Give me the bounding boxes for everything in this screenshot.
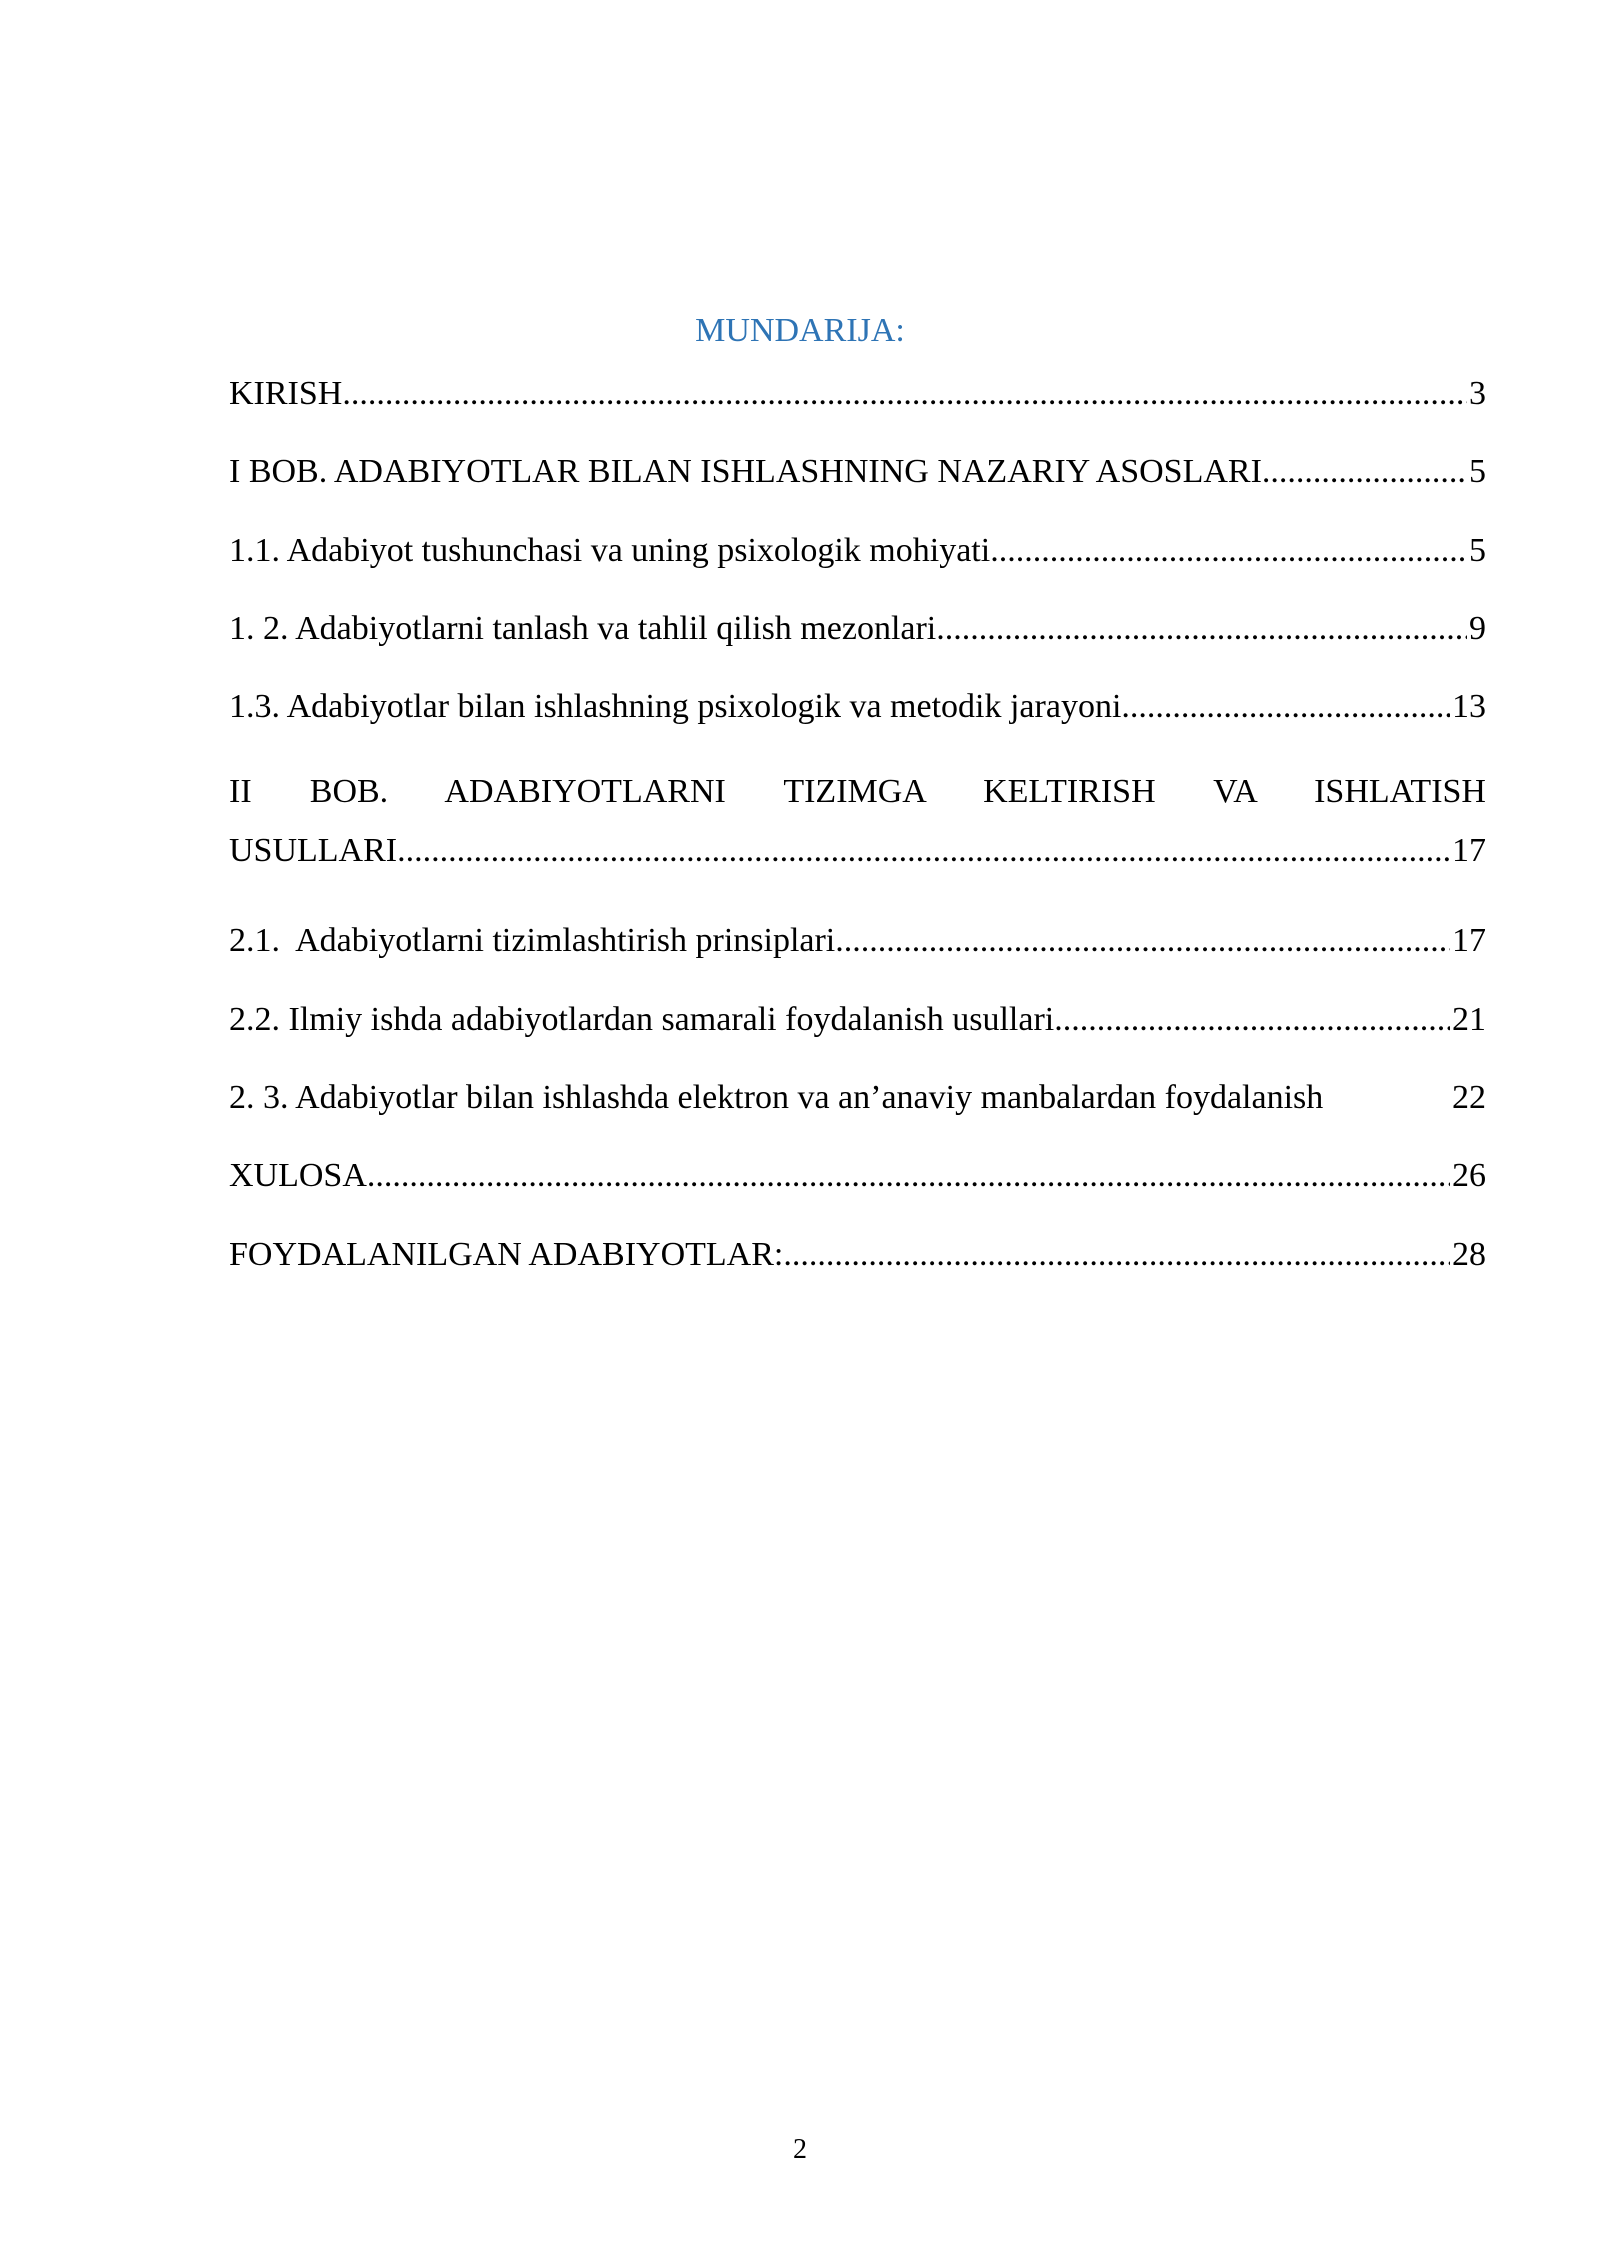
toc-entry-label: 2.1. Adabiyotlarni tizimlashtirish prinsiplari [229,922,836,960]
toc-entry-label: FOYDALANILGAN ADABIYOTLAR: [229,1235,784,1273]
table-of-contents [229,368,1486,1307]
toc-leader-dots [342,368,1467,420]
toc-leader-dots [835,915,1450,967]
toc-entry-chapter-1[interactable] [229,446,1486,524]
toc-entry-label-line1: II BOB. ADABIYOTLARNI TIZIMGA KELTIRISH VA ISHLATISH [229,773,1486,811]
toc-entry-label: 1.3. Adabiyotlar bilan ishlashning psixologik va metodik jarayoni [229,688,1122,726]
toc-entry-label: I BOB. ADABIYOTLAR BILAN ISHLASHNING NAZARIY ASOSLARI [229,453,1262,491]
toc-entry-page: 17 [1452,832,1486,870]
toc-entry-kirish[interactable] [229,368,1486,446]
toc-entry-references[interactable] [229,1229,1486,1307]
toc-entry-section-1-2[interactable] [229,603,1486,681]
toc-title: MUNDARIJA: [695,312,905,349]
toc-entry-section-1-3[interactable] [229,681,1486,759]
toc-leader-dots [783,1229,1450,1281]
toc-leader-dots [1054,994,1450,1046]
toc-entry-label-line2: USULLARI [229,832,398,870]
toc-entry-section-2-1[interactable] [229,915,1486,993]
toc-entry-page: 28 [1452,1235,1486,1273]
toc-entry-page: 3 [1469,375,1486,412]
toc-entry-page: 21 [1452,1000,1486,1038]
toc-entry-section-1-1[interactable] [229,525,1486,603]
toc-entry-page: 26 [1452,1157,1486,1195]
toc-leader-dots [1121,681,1450,733]
toc-entry-page: 5 [1469,453,1486,491]
toc-leader-dots [1262,446,1467,498]
toc-entry-page: 9 [1469,609,1486,647]
toc-entry-page: 13 [1452,688,1486,726]
toc-entry-xulosa[interactable] [229,1150,1486,1228]
toc-entry-page: 17 [1452,922,1486,960]
toc-entry-page: 5 [1469,531,1486,569]
toc-entry-section-2-3[interactable] [229,1072,1486,1150]
toc-leader-dots [367,1150,1450,1202]
toc-leader-dots [397,825,1450,877]
toc-entry-label: 2. 3. Adabiyotlar bilan ishlashda elektron va an’anaviy manbalardan foydalanish [229,1079,1324,1117]
toc-leader-dots [990,525,1467,577]
toc-entry-section-2-2[interactable] [229,994,1486,1072]
toc-entry-label: KIRISH [229,375,343,412]
toc-entry-label: 1. 2. Adabiyotlarni tanlash va tahlil qilish mezonlari [229,609,937,647]
toc-leader-dots [936,603,1467,655]
toc-entry-chapter-2[interactable] [229,759,1486,915]
toc-entry-label: XULOSA [229,1157,367,1195]
page-number: 2 [793,2134,807,2165]
toc-entry-page: 22 [1452,1079,1486,1117]
toc-entry-label: 1.1. Adabiyot tushunchasi va uning psixologik mohiyati [229,531,991,569]
toc-entry-label: 2.2. Ilmiy ishda adabiyotlardan samarali foydalanish usullari [229,1000,1055,1038]
